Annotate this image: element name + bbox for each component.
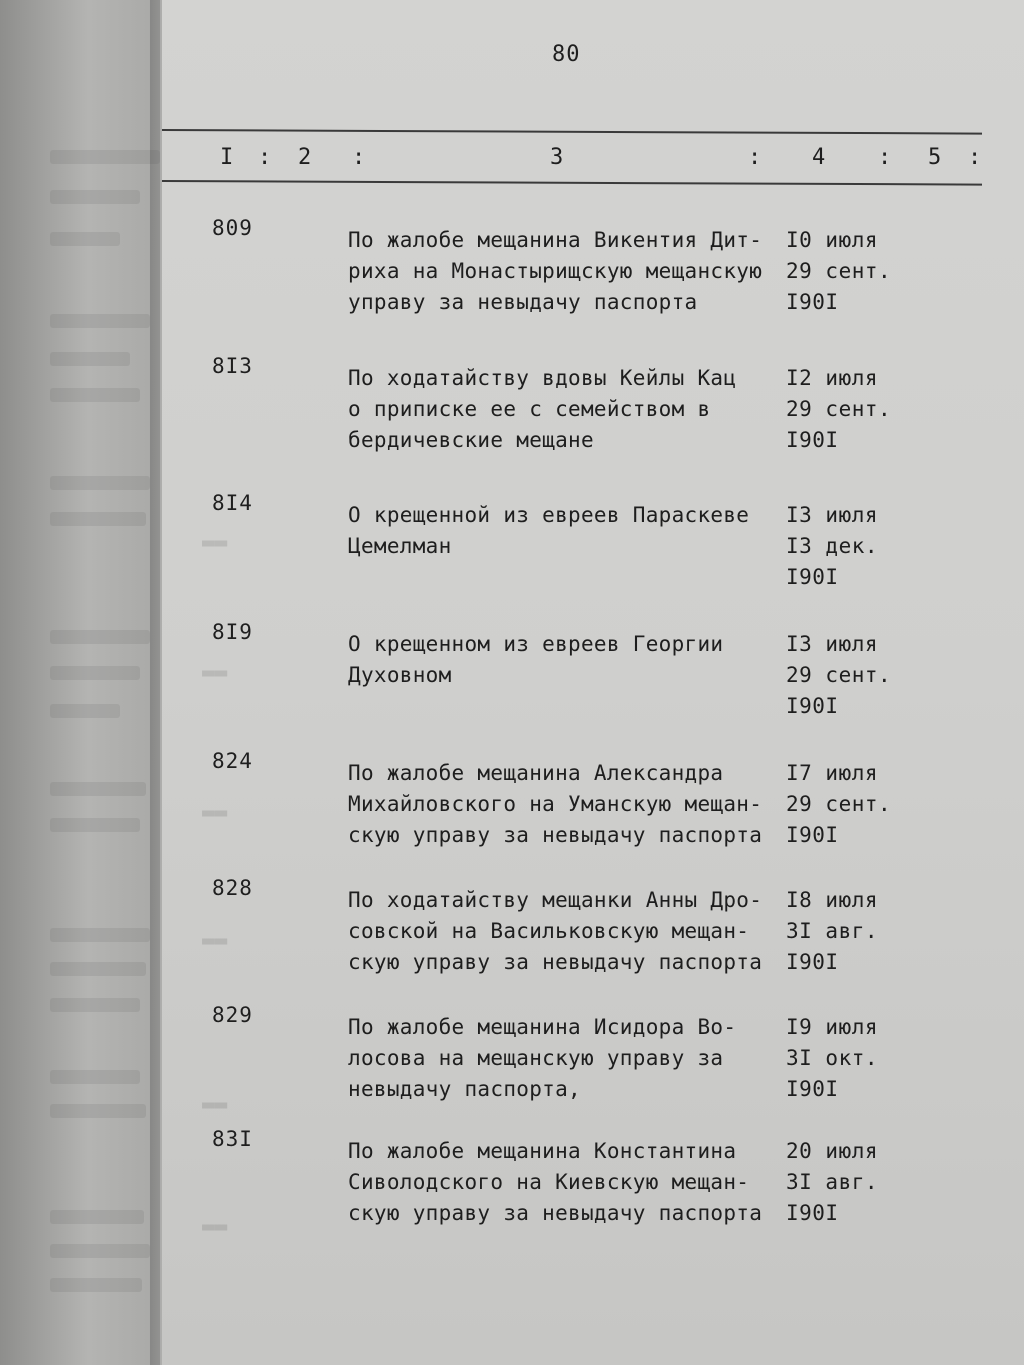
facing-page-text-fragment xyxy=(50,704,120,718)
entry-dates xyxy=(786,629,891,722)
description-line: По жалобе мещанина Александра xyxy=(348,761,724,785)
entry-number: 809 xyxy=(212,216,253,240)
facing-page-text-fragment xyxy=(50,1070,140,1084)
description-line: По жалобе мещанина Исидора Во- xyxy=(348,1015,737,1039)
description-line: лосова на мещанскую управу за xyxy=(348,1046,724,1070)
facing-page-text-fragment xyxy=(50,314,150,328)
year: I90I xyxy=(786,1077,839,1101)
column-header-4: 4 xyxy=(812,145,826,170)
column-separator: : xyxy=(968,145,982,170)
facing-page-text-fragment xyxy=(50,962,146,976)
facing-page-text-fragment xyxy=(50,190,140,204)
entry-dates xyxy=(786,758,891,851)
end-date: 29 сент. xyxy=(786,259,892,283)
end-date: 29 сент. xyxy=(786,397,892,421)
start-date: I2 июля xyxy=(786,366,879,390)
entry-number: 8I9 xyxy=(212,620,253,644)
entry-dates xyxy=(786,500,878,593)
entry-dates xyxy=(786,225,891,318)
end-date: I3 дек. xyxy=(786,534,879,558)
entry-dates xyxy=(786,1012,878,1105)
facing-page-text-fragment xyxy=(50,1278,142,1292)
facing-page-text-fragment xyxy=(50,1104,146,1118)
description-line: По жалобе мещанина Константина xyxy=(348,1139,737,1163)
facing-page-text-fragment xyxy=(50,1210,144,1224)
description-line: По ходатайству вдовы Кейлы Кац xyxy=(348,366,737,390)
entry-description xyxy=(348,629,778,691)
bleed-through-mark: ▬▬ xyxy=(202,928,228,952)
description-line: О крещенном из евреев Георгии xyxy=(348,632,724,656)
end-date: 3I окт. xyxy=(786,1046,879,1070)
entry-description xyxy=(348,500,778,562)
entry-description xyxy=(348,363,778,456)
entry-description xyxy=(348,1012,778,1105)
facing-page xyxy=(0,0,160,1365)
facing-page-text-fragment xyxy=(50,352,130,366)
description-line: риха на Монастырищскую мещанскую xyxy=(348,259,763,283)
start-date: 20 июля xyxy=(786,1139,879,1163)
description-line: управу за невыдачу паспорта xyxy=(348,290,698,314)
facing-page-text-fragment xyxy=(50,998,140,1012)
entry-number: 824 xyxy=(212,749,253,773)
entry-description xyxy=(348,758,778,851)
year: I90I xyxy=(786,428,839,452)
facing-page-text-fragment xyxy=(50,666,140,680)
year: I90I xyxy=(786,823,839,847)
description-line: Сиволодского на Киевскую мещан- xyxy=(348,1170,750,1194)
page-number: 80 xyxy=(552,42,581,67)
entry-number: 83I xyxy=(212,1127,253,1151)
column-header-2: 2 xyxy=(298,145,312,170)
bleed-through-mark: ▬▬ xyxy=(202,800,228,824)
bleed-through-mark: ▬▬ xyxy=(202,1214,228,1238)
start-date: I7 июля xyxy=(786,761,879,785)
column-separator: : xyxy=(748,145,762,170)
entry-dates xyxy=(786,885,878,978)
bleed-through-mark: ▬▬ xyxy=(202,530,228,554)
entry-description xyxy=(348,885,778,978)
entry-number: 828 xyxy=(212,876,253,900)
facing-page-text-fragment xyxy=(50,818,140,832)
bleed-through-mark: ▬▬ xyxy=(202,660,228,684)
description-line: скую управу за невыдачу паспорта xyxy=(348,1201,763,1225)
description-line: Михайловского на Уманскую мещан- xyxy=(348,792,763,816)
start-date: I3 июля xyxy=(786,503,879,527)
column-separator: : xyxy=(878,145,892,170)
entry-dates xyxy=(786,1136,878,1229)
end-date: 29 сент. xyxy=(786,792,892,816)
facing-page-text-fragment xyxy=(50,150,160,164)
description-line: совской на Васильковскую мещан- xyxy=(348,919,750,943)
header-bottom-rule xyxy=(162,180,982,186)
facing-page-text-fragment xyxy=(50,630,150,644)
entry-number: 8I3 xyxy=(212,354,253,378)
facing-page-text-fragment xyxy=(50,928,150,942)
column-separator: : xyxy=(352,145,366,170)
description-line: Цемелман xyxy=(348,534,452,558)
end-date: 3I авг. xyxy=(786,1170,879,1194)
description-line: невыдачу паспорта, xyxy=(348,1077,581,1101)
year: I90I xyxy=(786,565,839,589)
description-line: бердичевские мещане xyxy=(348,428,594,452)
description-line: скую управу за невыдачу паспорта xyxy=(348,823,763,847)
description-line: По жалобе мещанина Викентия Дит- xyxy=(348,228,763,252)
facing-page-text-fragment xyxy=(50,512,146,526)
start-date: I0 июля xyxy=(786,228,879,252)
description-line: О крещенной из евреев Параскеве xyxy=(348,503,750,527)
year: I90I xyxy=(786,290,839,314)
start-date: I3 июля xyxy=(786,632,879,656)
year: I90I xyxy=(786,1201,839,1225)
facing-page-text-fragment xyxy=(50,782,146,796)
column-header-1: I xyxy=(220,145,234,170)
bleed-through-mark: ▬▬ xyxy=(202,1092,228,1116)
entry-dates xyxy=(786,363,891,456)
start-date: I9 июля xyxy=(786,1015,879,1039)
facing-page-text-fragment xyxy=(50,1244,150,1258)
end-date: 3I авг. xyxy=(786,919,879,943)
entry-number: 829 xyxy=(212,1003,253,1027)
facing-page-text-fragment xyxy=(50,232,120,246)
facing-page-text-fragment xyxy=(50,388,140,402)
document-page xyxy=(162,0,1024,1365)
year: I90I xyxy=(786,950,839,974)
header-top-rule xyxy=(162,129,982,135)
description-line: скую управу за невыдачу паспорта xyxy=(348,950,763,974)
description-line: о приписке ее с семейством в xyxy=(348,397,711,421)
description-line: По ходатайству мещанки Анны Дро- xyxy=(348,888,763,912)
entry-description xyxy=(348,225,778,318)
entry-number: 8I4 xyxy=(212,491,253,515)
year: I90I xyxy=(786,694,839,718)
column-header-3: 3 xyxy=(550,145,564,170)
facing-page-text-fragment xyxy=(50,476,150,490)
start-date: I8 июля xyxy=(786,888,879,912)
description-line: Духовном xyxy=(348,663,452,687)
column-header-row xyxy=(162,145,1022,175)
end-date: 29 сент. xyxy=(786,663,892,687)
column-header-5: 5 xyxy=(928,145,942,170)
entry-description xyxy=(348,1136,778,1229)
column-separator: : xyxy=(258,145,272,170)
